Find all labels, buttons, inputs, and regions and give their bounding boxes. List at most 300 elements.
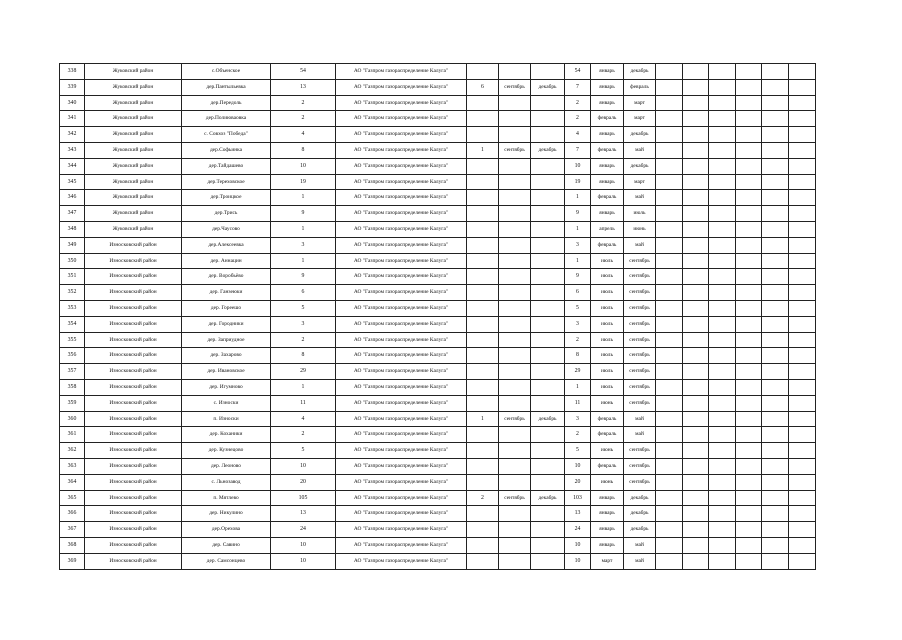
empty-cell	[683, 221, 709, 237]
locality-cell: дер. Никулино	[182, 506, 271, 522]
empty-cell	[736, 364, 762, 380]
organization-cell: АО "Газпром газораспределение Калуга"	[336, 285, 467, 301]
locality-cell: дер.Софьинка	[182, 142, 271, 158]
changed-from-cell	[499, 553, 531, 569]
changed-to-cell: декабрь	[531, 79, 565, 95]
empty-cell	[709, 506, 736, 522]
district-cell: Износковский район	[85, 490, 182, 506]
empty-cell	[789, 395, 816, 411]
empty-cell	[683, 490, 709, 506]
empty-cell	[789, 269, 816, 285]
changed-to-cell	[531, 348, 565, 364]
district-cell: Износковский район	[85, 474, 182, 490]
empty-cell	[656, 458, 683, 474]
district-cell: Износковский район	[85, 379, 182, 395]
empty-cell	[789, 174, 816, 190]
changed-to-cell	[531, 364, 565, 380]
start-month-cell: январь	[591, 522, 624, 538]
end-month-cell: май	[624, 537, 656, 553]
empty-cell	[683, 206, 709, 222]
empty-cell	[789, 443, 816, 459]
table-row	[60, 95, 816, 111]
locality-cell: дер.Орехова	[182, 522, 271, 538]
end-month-cell: сентябрь	[624, 474, 656, 490]
count-cell: 3	[271, 237, 336, 253]
empty-cell	[709, 364, 736, 380]
empty-cell	[762, 127, 789, 143]
empty-cell	[709, 285, 736, 301]
empty-cell	[736, 111, 762, 127]
count-cell: 105	[271, 490, 336, 506]
table-row	[60, 474, 816, 490]
end-month-cell: февраль	[624, 79, 656, 95]
organization-cell: АО "Газпром газораспределение Калуга"	[336, 95, 467, 111]
table-row	[60, 332, 816, 348]
district-cell: Износковский район	[85, 411, 182, 427]
organization-cell: АО "Газпром газораспределение Калуга"	[336, 474, 467, 490]
organization-cell: АО "Газпром газораспределение Калуга"	[336, 206, 467, 222]
empty-cell	[736, 537, 762, 553]
changed-from-cell	[499, 269, 531, 285]
table-row	[60, 79, 816, 95]
empty-cell	[736, 316, 762, 332]
end-month-cell: сентябрь	[624, 458, 656, 474]
total-cell: 1	[565, 253, 591, 269]
organization-cell: АО "Газпром газораспределение Калуга"	[336, 458, 467, 474]
row-number: 340	[60, 95, 85, 111]
empty-cell	[656, 206, 683, 222]
empty-cell	[789, 553, 816, 569]
organization-cell: АО "Газпром газораспределение Калуга"	[336, 553, 467, 569]
district-cell: Жуковский район	[85, 127, 182, 143]
count-cell: 2	[271, 111, 336, 127]
empty-cell	[789, 537, 816, 553]
empty-cell	[683, 395, 709, 411]
empty-cell	[683, 79, 709, 95]
empty-cell	[762, 237, 789, 253]
total-cell: 3	[565, 316, 591, 332]
changed-count-cell	[467, 506, 499, 522]
table-row	[60, 443, 816, 459]
end-month-cell: сентябрь	[624, 364, 656, 380]
changed-count-cell: 1	[467, 142, 499, 158]
total-cell: 13	[565, 506, 591, 522]
total-cell: 3	[565, 237, 591, 253]
start-month-cell: январь	[591, 506, 624, 522]
start-month-cell: февраль	[591, 142, 624, 158]
changed-count-cell	[467, 300, 499, 316]
locality-cell: дер. Захарово	[182, 348, 271, 364]
empty-cell	[762, 190, 789, 206]
locality-cell: п. Износки	[182, 411, 271, 427]
empty-cell	[656, 364, 683, 380]
locality-cell: дер.Тайдашево	[182, 158, 271, 174]
empty-cell	[709, 174, 736, 190]
empty-cell	[709, 64, 736, 80]
changed-count-cell	[467, 379, 499, 395]
empty-cell	[789, 348, 816, 364]
changed-to-cell: декабрь	[531, 142, 565, 158]
row-number: 342	[60, 127, 85, 143]
end-month-cell: май	[624, 427, 656, 443]
empty-cell	[683, 364, 709, 380]
table-row	[60, 537, 816, 553]
changed-from-cell	[499, 253, 531, 269]
count-cell: 9	[271, 206, 336, 222]
organization-cell: АО "Газпром газораспределение Калуга"	[336, 316, 467, 332]
changed-from-cell	[499, 364, 531, 380]
locality-cell: дер. Кузнецово	[182, 443, 271, 459]
count-cell: 10	[271, 458, 336, 474]
locality-cell: дер.Трись	[182, 206, 271, 222]
total-cell: 7	[565, 79, 591, 95]
district-cell: Износковский район	[85, 427, 182, 443]
table-row	[60, 522, 816, 538]
row-number: 356	[60, 348, 85, 364]
empty-cell	[789, 427, 816, 443]
empty-cell	[789, 332, 816, 348]
district-cell: Жуковский район	[85, 158, 182, 174]
changed-to-cell	[531, 522, 565, 538]
start-month-cell: январь	[591, 158, 624, 174]
end-month-cell: декабрь	[624, 506, 656, 522]
changed-count-cell	[467, 158, 499, 174]
empty-cell	[683, 332, 709, 348]
empty-cell	[709, 158, 736, 174]
empty-cell	[709, 553, 736, 569]
total-cell: 10	[565, 553, 591, 569]
changed-from-cell	[499, 348, 531, 364]
count-cell: 24	[271, 522, 336, 538]
total-cell: 8	[565, 348, 591, 364]
row-number: 351	[60, 269, 85, 285]
empty-cell	[736, 379, 762, 395]
empty-cell	[762, 285, 789, 301]
empty-cell	[709, 269, 736, 285]
empty-cell	[789, 190, 816, 206]
empty-cell	[683, 158, 709, 174]
count-cell: 4	[271, 127, 336, 143]
empty-cell	[683, 411, 709, 427]
empty-cell	[709, 190, 736, 206]
count-cell: 3	[271, 316, 336, 332]
district-cell: Износковский район	[85, 300, 182, 316]
locality-cell: дер. Леоново	[182, 458, 271, 474]
district-cell: Жуковский район	[85, 79, 182, 95]
organization-cell: АО "Газпром газораспределение Калуга"	[336, 79, 467, 95]
start-month-cell: июль	[591, 300, 624, 316]
end-month-cell: сентябрь	[624, 379, 656, 395]
district-cell: Жуковский район	[85, 174, 182, 190]
start-month-cell: июль	[591, 348, 624, 364]
empty-cell	[683, 458, 709, 474]
end-month-cell: сентябрь	[624, 269, 656, 285]
locality-cell: дер. Ивановское	[182, 364, 271, 380]
empty-cell	[709, 142, 736, 158]
empty-cell	[789, 64, 816, 80]
table-row	[60, 300, 816, 316]
changed-from-cell	[499, 285, 531, 301]
empty-cell	[656, 285, 683, 301]
row-number: 369	[60, 553, 85, 569]
empty-cell	[656, 64, 683, 80]
changed-to-cell: декабрь	[531, 490, 565, 506]
end-month-cell: сентябрь	[624, 395, 656, 411]
changed-from-cell	[499, 332, 531, 348]
start-month-cell: февраль	[591, 190, 624, 206]
table-row	[60, 316, 816, 332]
start-month-cell: январь	[591, 490, 624, 506]
changed-count-cell: 6	[467, 79, 499, 95]
changed-count-cell	[467, 553, 499, 569]
count-cell: 5	[271, 300, 336, 316]
locality-cell: дер. Игумново	[182, 379, 271, 395]
end-month-cell: сентябрь	[624, 332, 656, 348]
empty-cell	[709, 474, 736, 490]
empty-cell	[656, 348, 683, 364]
changed-count-cell	[467, 190, 499, 206]
empty-cell	[762, 300, 789, 316]
changed-from-cell	[499, 458, 531, 474]
empty-cell	[762, 253, 789, 269]
end-month-cell: май	[624, 553, 656, 569]
empty-cell	[656, 79, 683, 95]
empty-cell	[683, 127, 709, 143]
empty-cell	[789, 458, 816, 474]
changed-count-cell	[467, 237, 499, 253]
empty-cell	[683, 285, 709, 301]
end-month-cell: декабрь	[624, 64, 656, 80]
organization-cell: АО "Газпром газораспределение Калуга"	[336, 490, 467, 506]
organization-cell: АО "Газпром газораспределение Калуга"	[336, 221, 467, 237]
changed-count-cell	[467, 206, 499, 222]
changed-count-cell	[467, 427, 499, 443]
changed-to-cell	[531, 285, 565, 301]
table-row	[60, 506, 816, 522]
organization-cell: АО "Газпром газораспределение Калуга"	[336, 174, 467, 190]
locality-cell: с. Совхоз "Победа"	[182, 127, 271, 143]
row-number: 347	[60, 206, 85, 222]
count-cell: 10	[271, 537, 336, 553]
empty-cell	[736, 237, 762, 253]
changed-to-cell	[531, 553, 565, 569]
empty-cell	[656, 95, 683, 111]
empty-cell	[709, 490, 736, 506]
count-cell: 4	[271, 411, 336, 427]
empty-cell	[762, 206, 789, 222]
changed-count-cell	[467, 522, 499, 538]
changed-from-cell	[499, 237, 531, 253]
empty-cell	[736, 206, 762, 222]
empty-cell	[709, 332, 736, 348]
empty-cell	[656, 411, 683, 427]
end-month-cell: май	[624, 411, 656, 427]
empty-cell	[736, 221, 762, 237]
organization-cell: АО "Газпром газораспределение Калуга"	[336, 64, 467, 80]
row-number: 366	[60, 506, 85, 522]
count-cell: 1	[271, 379, 336, 395]
start-month-cell: январь	[591, 174, 624, 190]
empty-cell	[683, 95, 709, 111]
changed-from-cell	[499, 522, 531, 538]
changed-count-cell: 2	[467, 490, 499, 506]
empty-cell	[709, 316, 736, 332]
locality-cell: дер. Аннацин	[182, 253, 271, 269]
organization-cell: АО "Газпром газораспределение Калуга"	[336, 411, 467, 427]
count-cell: 2	[271, 332, 336, 348]
changed-count-cell	[467, 443, 499, 459]
total-cell: 1	[565, 379, 591, 395]
district-cell: Износковский район	[85, 506, 182, 522]
changed-count-cell	[467, 348, 499, 364]
empty-cell	[789, 111, 816, 127]
count-cell: 29	[271, 364, 336, 380]
empty-cell	[762, 142, 789, 158]
start-month-cell: июль	[591, 332, 624, 348]
locality-cell: с. Износки	[182, 395, 271, 411]
organization-cell: АО "Газпром газораспределение Калуга"	[336, 395, 467, 411]
changed-from-cell	[499, 506, 531, 522]
count-cell: 1	[271, 190, 336, 206]
locality-cell: дер.Тереховское	[182, 174, 271, 190]
district-cell: Износковский район	[85, 443, 182, 459]
start-month-cell: январь	[591, 537, 624, 553]
empty-cell	[656, 395, 683, 411]
empty-cell	[736, 253, 762, 269]
empty-cell	[736, 142, 762, 158]
end-month-cell: сентябрь	[624, 300, 656, 316]
empty-cell	[683, 522, 709, 538]
empty-cell	[656, 427, 683, 443]
empty-cell	[683, 64, 709, 80]
empty-cell	[762, 111, 789, 127]
empty-cell	[709, 427, 736, 443]
empty-cell	[683, 237, 709, 253]
count-cell: 9	[271, 269, 336, 285]
empty-cell	[736, 553, 762, 569]
empty-cell	[656, 269, 683, 285]
table-row	[60, 395, 816, 411]
start-month-cell: январь	[591, 206, 624, 222]
changed-to-cell	[531, 537, 565, 553]
row-number: 363	[60, 458, 85, 474]
start-month-cell: июнь	[591, 395, 624, 411]
row-number: 368	[60, 537, 85, 553]
empty-cell	[683, 111, 709, 127]
changed-count-cell	[467, 174, 499, 190]
count-cell: 2	[271, 427, 336, 443]
row-number: 365	[60, 490, 85, 506]
organization-cell: АО "Газпром газораспределение Калуга"	[336, 522, 467, 538]
end-month-cell: июль	[624, 206, 656, 222]
empty-cell	[789, 522, 816, 538]
empty-cell	[656, 190, 683, 206]
table-row	[60, 190, 816, 206]
empty-cell	[736, 332, 762, 348]
row-number: 343	[60, 142, 85, 158]
count-cell: 13	[271, 506, 336, 522]
empty-cell	[683, 300, 709, 316]
empty-cell	[789, 364, 816, 380]
organization-cell: АО "Газпром газораспределение Калуга"	[336, 379, 467, 395]
empty-cell	[736, 95, 762, 111]
empty-cell	[762, 395, 789, 411]
district-cell: Жуковский район	[85, 221, 182, 237]
locality-cell: дер. Гореешо	[182, 300, 271, 316]
table-row	[60, 411, 816, 427]
empty-cell	[656, 332, 683, 348]
count-cell: 11	[271, 395, 336, 411]
changed-from-cell	[499, 300, 531, 316]
table-row	[60, 158, 816, 174]
changed-from-cell	[499, 537, 531, 553]
empty-cell	[709, 237, 736, 253]
changed-to-cell	[531, 64, 565, 80]
empty-cell	[656, 522, 683, 538]
start-month-cell: февраль	[591, 458, 624, 474]
count-cell: 10	[271, 158, 336, 174]
locality-cell: дер. Городники	[182, 316, 271, 332]
total-cell: 29	[565, 364, 591, 380]
empty-cell	[789, 127, 816, 143]
table-row	[60, 142, 816, 158]
changed-count-cell	[467, 364, 499, 380]
total-cell: 5	[565, 300, 591, 316]
organization-cell: АО "Газпром газораспределение Калуга"	[336, 237, 467, 253]
locality-cell: дер. Самсонцево	[182, 553, 271, 569]
row-number: 350	[60, 253, 85, 269]
district-cell: Износковский район	[85, 269, 182, 285]
table-row	[60, 111, 816, 127]
changed-from-cell	[499, 427, 531, 443]
changed-from-cell	[499, 316, 531, 332]
changed-count-cell	[467, 537, 499, 553]
empty-cell	[736, 395, 762, 411]
empty-cell	[683, 269, 709, 285]
empty-cell	[762, 79, 789, 95]
empty-cell	[709, 443, 736, 459]
empty-cell	[656, 158, 683, 174]
start-month-cell: март	[591, 553, 624, 569]
empty-cell	[709, 79, 736, 95]
empty-cell	[789, 285, 816, 301]
empty-cell	[683, 553, 709, 569]
start-month-cell: февраль	[591, 411, 624, 427]
count-cell: 2	[271, 95, 336, 111]
count-cell: 20	[271, 474, 336, 490]
empty-cell	[656, 506, 683, 522]
empty-cell	[683, 190, 709, 206]
total-cell: 54	[565, 64, 591, 80]
start-month-cell: июль	[591, 253, 624, 269]
empty-cell	[762, 348, 789, 364]
changed-to-cell	[531, 253, 565, 269]
organization-cell: АО "Газпром газораспределение Калуга"	[336, 253, 467, 269]
total-cell: 10	[565, 158, 591, 174]
organization-cell: АО "Газпром газораспределение Калуга"	[336, 190, 467, 206]
district-cell: Жуковский район	[85, 95, 182, 111]
changed-from-cell: сентябрь	[499, 79, 531, 95]
total-cell: 20	[565, 474, 591, 490]
start-month-cell: июль	[591, 379, 624, 395]
changed-from-cell	[499, 474, 531, 490]
empty-cell	[789, 506, 816, 522]
end-month-cell: сентябрь	[624, 316, 656, 332]
row-number: 357	[60, 364, 85, 380]
organization-cell: АО "Газпром газораспределение Калуга"	[336, 427, 467, 443]
district-cell: Износковский район	[85, 537, 182, 553]
total-cell: 4	[565, 127, 591, 143]
